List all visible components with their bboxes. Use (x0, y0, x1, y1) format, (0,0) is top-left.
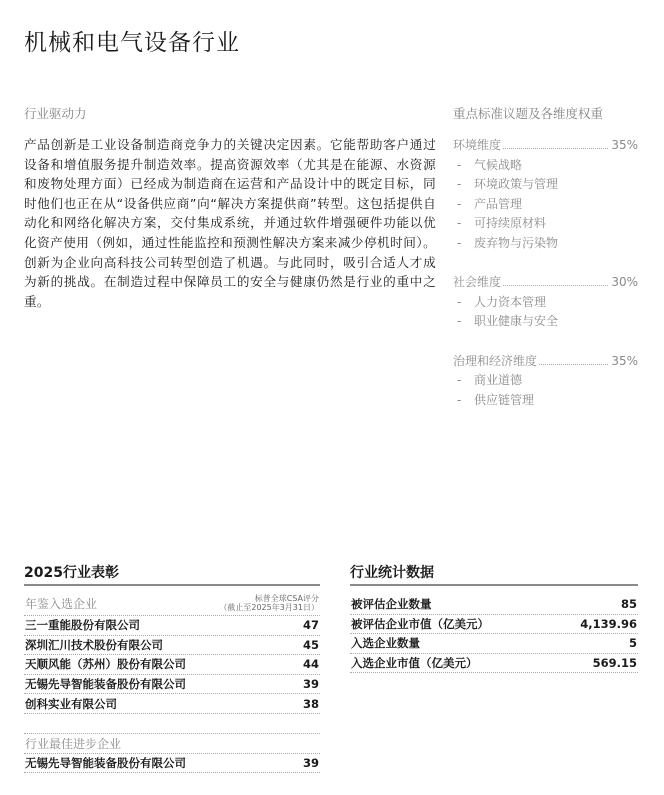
company-row-label: 三一重能股份有限公司 (25, 618, 140, 633)
topic-item (453, 391, 638, 411)
dash-icon: - (457, 235, 462, 250)
drivers-heading: 行业驱动力 (24, 106, 87, 121)
drivers-paragraph: 产品创新是工业设备制造商竞争力的关键决定因素。它能帮助客户通过设备和增值服务提升制造效率。提高资源效率（尤其是在能源、水资源和废物处理方面）已经成为制造商在运营和产品设计中的既定目标，同时他们也正在从“设备供应商”向“解决方案提供商”转型。这包括提供自动化和网络化解决方案，交付集成系统，并通过软件增强硬件功能以优化资产使用（例如，通过性能监控和预测性解决方案来减少停机时间）。创新为企业向高科技公司转型创造了机遇。与此同时，吸引合适人才成为新的挑战。在制造过程中保障员工的安全与健康仍然是行业的重中之重。 (24, 137, 436, 309)
stats-heading: 行业统计数据 (350, 565, 434, 581)
dash-icon: - (457, 294, 462, 309)
page-title: 机械和电气设备行业 (24, 30, 240, 56)
topic-item (453, 214, 638, 234)
company-row (24, 694, 320, 714)
dash-icon: - (457, 392, 462, 407)
stat-row-value: 4,139.96 (580, 616, 637, 631)
dimension-weight: 35% (611, 138, 638, 152)
topic-label: 气候战略 (474, 157, 523, 172)
stat-row-value: 85 (620, 597, 637, 612)
stat-row-label: 入选企业市值（亿美元） (351, 656, 478, 671)
company-row-value: 47 (302, 618, 319, 633)
dimension-name: 治理和经济维度 (453, 353, 538, 368)
stat-row-value: 569.15 (592, 656, 637, 671)
awards-divider (24, 584, 320, 586)
topic-item (453, 312, 638, 332)
dash-icon: - (457, 196, 462, 211)
topic-label: 职业健康与安全 (474, 314, 559, 329)
company-row-value: 44 (302, 657, 319, 672)
stat-row-label: 被评估企业数量 (351, 597, 432, 612)
stats-divider (350, 584, 638, 586)
dot-leader (539, 364, 608, 365)
company-row (24, 675, 320, 695)
company-row-label: 无锡先导智能装备股份有限公司 (25, 677, 186, 692)
awards-header-row (24, 588, 320, 616)
best-progress-label: 行业最佳进步企业 (25, 736, 122, 751)
dash-icon: - (457, 157, 462, 172)
stats-table (350, 595, 638, 673)
topic-item (453, 234, 638, 254)
company-row-label: 创科实业有限公司 (25, 696, 117, 711)
dot-leader (503, 148, 608, 149)
dimension-list (453, 136, 638, 410)
stat-row-label: 被评估企业市值（亿美元） (351, 616, 489, 631)
stat-row-label: 入选企业数量 (351, 636, 420, 651)
dimension-weight: 30% (611, 275, 638, 290)
weights-heading: 重点标准议题及各维度权重 (453, 106, 604, 121)
dash-icon: - (457, 314, 462, 329)
company-row-value: 39 (302, 677, 319, 692)
stat-row-value: 5 (628, 636, 637, 651)
company-row-label: 深圳汇川技术股份有限公司 (25, 637, 163, 652)
company-row (24, 616, 320, 636)
score-label: 标普全球CSA评分 (254, 594, 319, 603)
spacer (453, 254, 638, 274)
topic-item (453, 293, 638, 313)
dimension-name: 社会维度 (453, 275, 502, 290)
weights-panel (453, 104, 638, 410)
dimension-row (453, 136, 638, 156)
topic-item (453, 156, 638, 176)
column-label: 年鉴入选企业 (25, 597, 98, 611)
topic-label: 人力资本管理 (474, 294, 547, 309)
dash-icon: - (457, 177, 462, 192)
dimension-weight: 35% (611, 353, 638, 368)
company-row (24, 655, 320, 675)
company-row-value: 38 (302, 696, 319, 711)
dash-icon: - (457, 373, 462, 388)
company-row-value: 45 (302, 637, 319, 652)
topic-label: 商业道德 (474, 373, 523, 388)
company-row (24, 636, 320, 656)
company-row (24, 754, 320, 774)
dash-icon: - (457, 216, 462, 231)
topic-label: 可持续原材料 (474, 216, 547, 231)
topic-item (453, 195, 638, 215)
company-row-label: 无锡先导智能装备股份有限公司 (25, 755, 186, 770)
dot-leader (503, 285, 608, 286)
company-row-value: 39 (302, 755, 319, 770)
stat-row (350, 634, 638, 654)
topic-item (453, 371, 638, 391)
topic-label: 环境政策与管理 (474, 177, 559, 192)
company-row-label: 天顺风能（苏州）股份有限公司 (25, 657, 186, 672)
score-date-label: （截止至2025年3月31日） (219, 603, 319, 612)
dimension-row (453, 273, 638, 293)
dimension-row (453, 352, 638, 372)
stat-row (350, 654, 638, 674)
awards-table (24, 588, 320, 773)
best-progress-header (24, 734, 320, 754)
spacer (453, 332, 638, 352)
topic-label: 产品管理 (474, 196, 523, 211)
stat-row (350, 615, 638, 635)
topic-label: 供应链管理 (474, 392, 535, 407)
topic-item (453, 175, 638, 195)
topic-label: 废弃物与污染物 (474, 235, 559, 250)
stat-row (350, 595, 638, 615)
awards-heading: 2025行业表彰 (24, 565, 119, 581)
dimension-name: 环境维度 (453, 138, 502, 152)
